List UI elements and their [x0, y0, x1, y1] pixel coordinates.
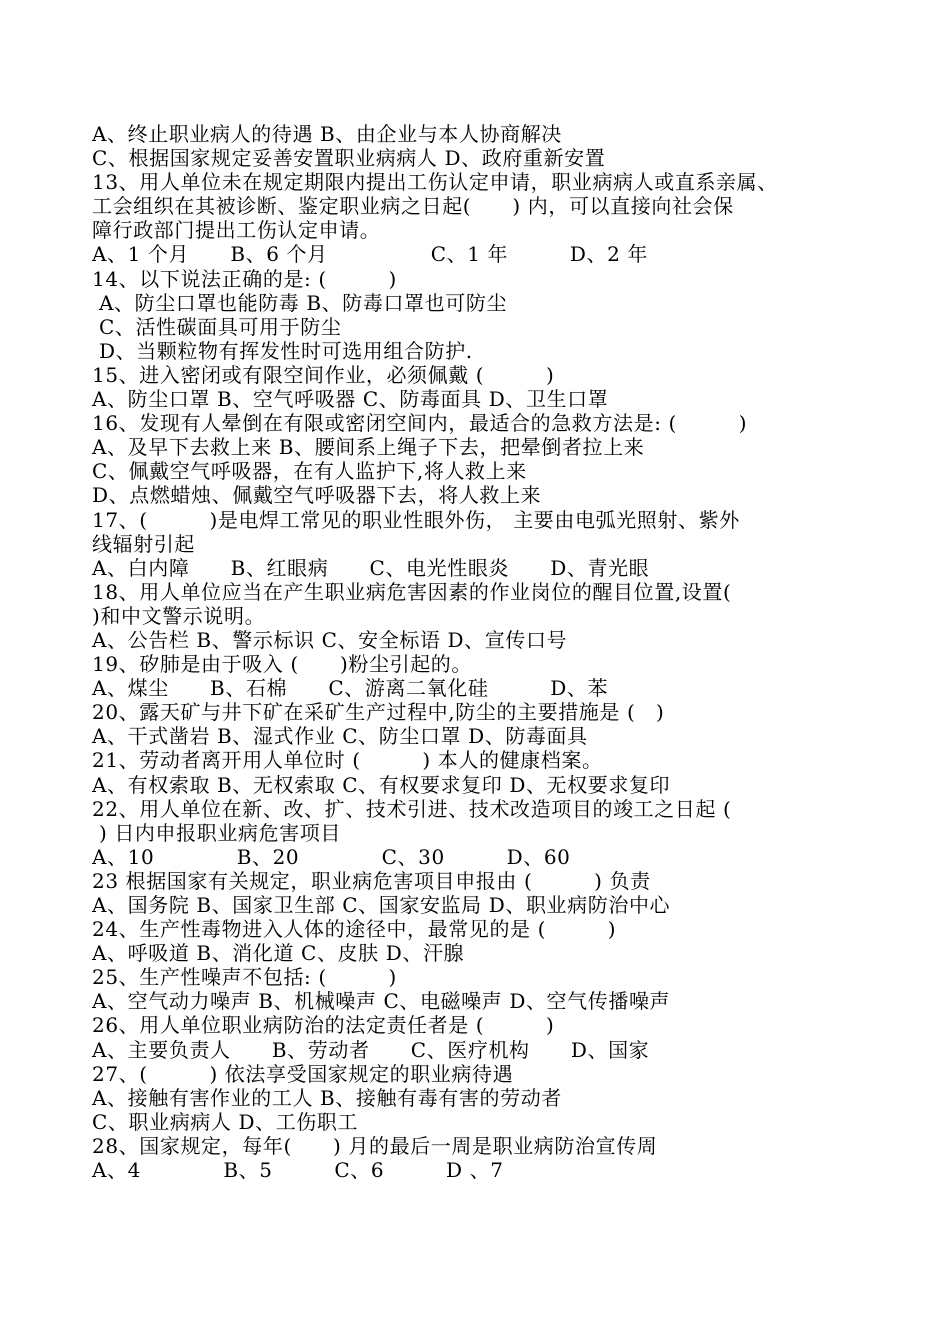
line-q13-stem-2: 工会组织在其被诊断、鉴定职业病之日起( ) 内，可以直接向社会保 [92, 194, 734, 219]
line-q22-stem-2: ) 日内申报职业病危害项目 [92, 820, 341, 845]
line-q27-stem: 27、( ) 依法享受国家规定的职业病待遇 [92, 1061, 514, 1086]
line-q20-stem: 20、露天矿与井下矿在采矿生产过程中,防尘的主要措施是 ( ) [92, 700, 665, 725]
line-q21-stem: 21、劳动者离开用人单位时 ( ) 本人的健康档案。 [92, 748, 603, 773]
line-q18-stem-2: )和中文警示说明。 [92, 603, 266, 628]
line-q14-opt-d: D、当颗粒物有挥发性时可选用组合防护. [92, 338, 473, 363]
line-q21-options: A、有权索取 B、无权索取 C、有权要求复印 D、无权要求复印 [92, 772, 671, 797]
line-q13-options: A、1 个月 B、6 个月 C、1 年 D、2 年 [92, 242, 649, 267]
line-q16-opt-c: C、佩戴空气呼吸器，在有人监护下,将人救上来 [92, 459, 527, 484]
line-q18-options: A、公告栏 B、警示标识 C、安全标语 D、宣传口号 [92, 627, 568, 652]
line-q22-options: A、10 B、20 C、30 D、60 [92, 844, 571, 869]
line-q20-options: A、干式凿岩 B、湿式作业 C、防尘口罩 D、防毒面具 [92, 724, 588, 749]
line-q26-options: A、主要负责人 B、劳动者 C、医疗机构 D、国家 [92, 1037, 650, 1062]
line-q17-options: A、白内障 B、红眼病 C、电光性眼炎 D、青光眼 [92, 555, 650, 580]
line-q24-stem: 24、生产性毒物进入人体的途径中，最常见的是 ( ) [92, 917, 617, 942]
line-q14-opt-ab: A、防尘口罩也能防毒 B、防毒口罩也可防尘 [92, 290, 508, 315]
line-q13-stem-3: 障行政部门提出工伤认定申请。 [92, 218, 381, 243]
line-q19-options: A、煤尘 B、石棉 C、游离二氧化硅 D、苯 [92, 676, 609, 701]
line-q13-stem-1: 13、用人单位未在规定期限内提出工伤认定申请，职业病病人或直系亲属、 [92, 170, 778, 195]
line-q12-opt-ab: A、终止职业病人的待遇 B、由企业与本人协商解决 [92, 122, 562, 146]
line-q17-stem-2: 线辐射引起 [92, 531, 195, 556]
line-q17-stem-1: 17、( )是电焊工常见的职业性眼外伤， 主要由电弧光照射、紫外 [92, 507, 740, 532]
line-q27-opt-ab: A、接触有害作业的工人 B、接触有毒有害的劳动者 [92, 1085, 562, 1110]
line-q16-opt-ab: A、及早下去救上来 B、腰间系上绳子下去，把晕倒者拉上来 [92, 435, 645, 460]
line-q16-opt-d: D、点燃蜡烛、佩戴空气呼吸器下去，将人救上来 [92, 483, 542, 508]
line-q22-stem-1: 22、用人单位在新、改、扩、技术引进、技术改造项目的竣工之日起 ( [92, 796, 732, 821]
line-q25-options: A、空气动力噪声 B、机械噪声 C、电磁噪声 D、空气传播噪声 [92, 989, 671, 1014]
line-q15-options: A、防尘口罩 B、空气呼吸器 C、防毒面具 D、卫生口罩 [92, 387, 609, 412]
line-q28-stem: 28、国家规定，每年( ) 月的最后一周是职业病防治宣传周 [92, 1133, 658, 1158]
line-q24-options: A、呼吸道 B、消化道 C、皮肤 D、汗腺 [92, 941, 465, 966]
line-q23-stem: 23 根据国家有关规定，职业病危害项目申报由 ( ) 负责 [92, 868, 651, 893]
line-q26-stem: 26、用人单位职业病防治的法定责任者是 ( ) [92, 1013, 555, 1038]
line-q19-stem: 19、矽肺是由于吸入 ( )粉尘引起的。 [92, 652, 473, 677]
line-q16-stem: 16、发现有人晕倒在有限或密闭空间内，最适合的急救方法是: ( ) [92, 411, 748, 436]
line-q14-stem: 14、以下说法正确的是: ( ) [92, 266, 397, 291]
line-q25-stem: 25、生产性噪声不包括: ( ) [92, 965, 397, 990]
question-list [92, 122, 862, 1182]
line-q12-opt-cd: C、根据国家规定妥善安置职业病病人 D、政府重新安置 [92, 146, 606, 171]
line-q28-options: A、4 B、5 C、6 D 、7 [92, 1158, 504, 1183]
line-q14-opt-c: C、活性碳面具可用于防尘 [92, 314, 342, 339]
line-q15-stem: 15、进入密闭或有限空间作业，必须佩戴 ( ) [92, 362, 555, 387]
line-q23-options: A、国务院 B、国家卫生部 C、国家安监局 D、职业病防治中心 [92, 893, 671, 917]
line-q27-opt-cd: C、职业病病人 D、工伤职工 [92, 1109, 359, 1134]
line-q18-stem-1: 18、用人单位应当在产生职业病危害因素的作业岗位的醒目位置,设置( [92, 579, 732, 604]
